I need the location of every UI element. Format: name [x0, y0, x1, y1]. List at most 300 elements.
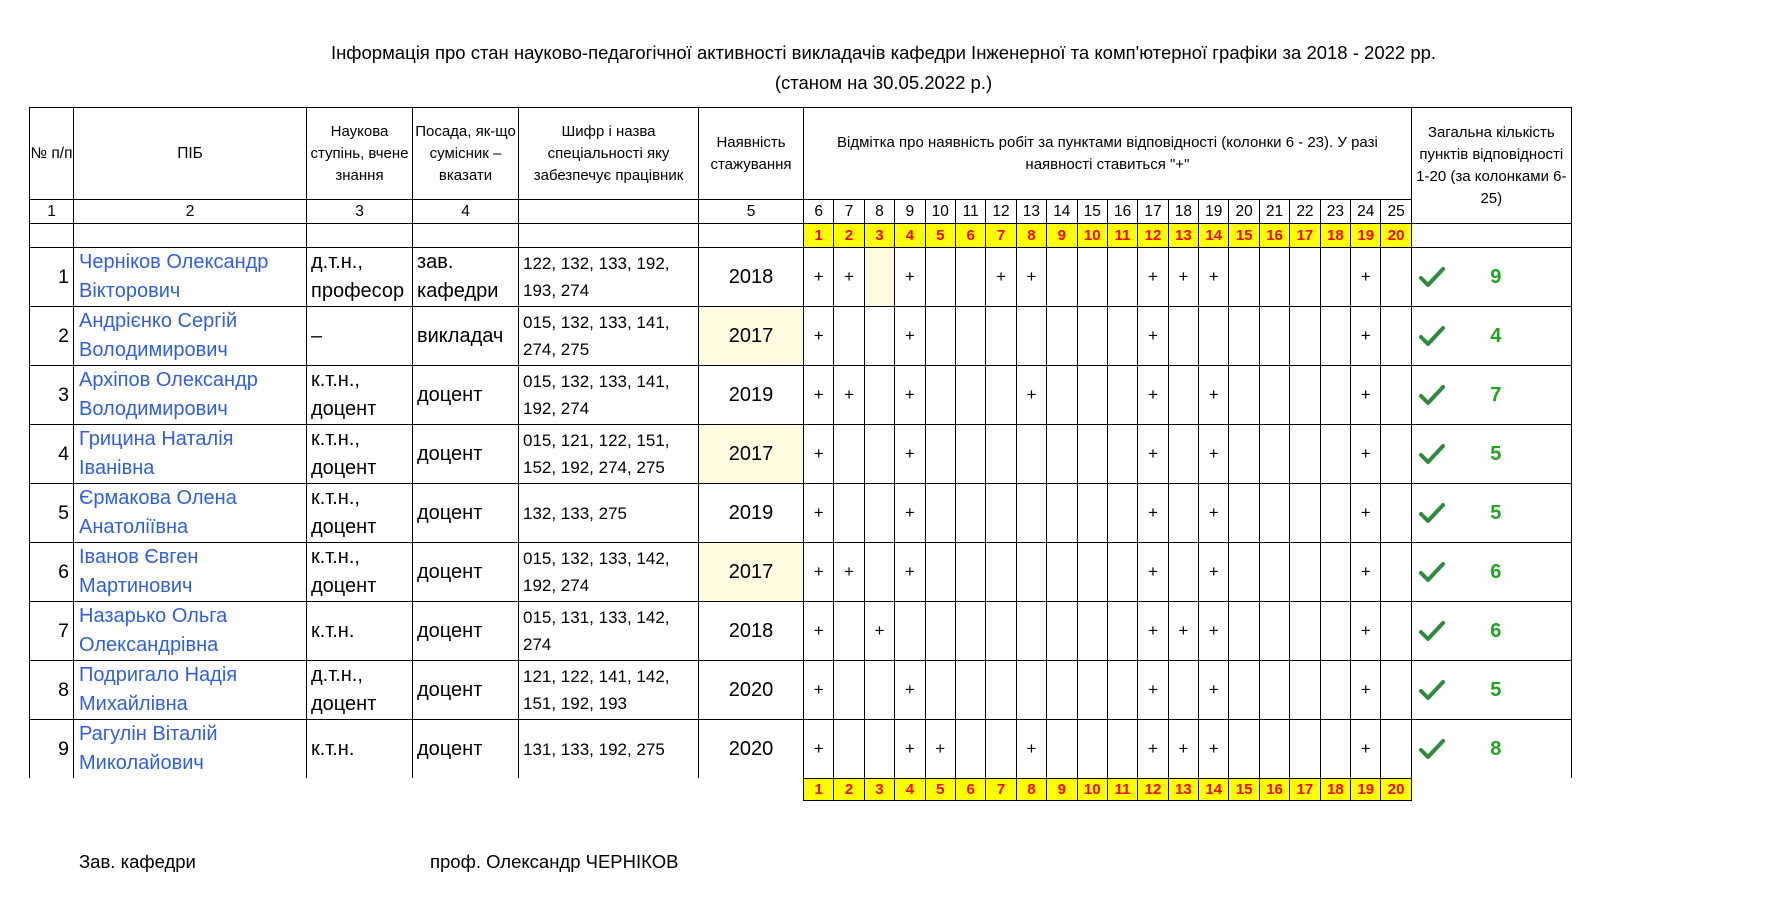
mark-cell — [1229, 602, 1259, 661]
mark-cell — [986, 307, 1016, 366]
point-number-badge: 20 — [1381, 778, 1411, 800]
mark-cell — [955, 248, 985, 307]
point-number-badge: 10 — [1077, 778, 1107, 800]
teacher-name: Андрієнко Сергій Володимирович — [74, 307, 307, 366]
mark-column-number: 25 — [1381, 200, 1411, 224]
page-title: Інформація про стан науково-педагогічної активності викладачів кафедри Інженерної та комп'ютерної графіки за 2018 - 2022 рр. — [330, 42, 1437, 63]
mark-cell — [1047, 484, 1077, 543]
point-number-badge: 4 — [895, 224, 925, 248]
mark-cell — [1016, 661, 1046, 720]
mark-cell: + — [804, 307, 834, 366]
mark-column-number: 22 — [1290, 200, 1320, 224]
mark-cell — [1259, 484, 1289, 543]
mark-cell — [1016, 425, 1046, 484]
internship-year: 2019 — [699, 484, 804, 543]
total-count: 6 — [1490, 619, 1502, 642]
mark-cell — [834, 602, 864, 661]
specialty-codes: 121, 122, 141, 142, 151, 192, 193 — [519, 661, 699, 720]
mark-cell — [1229, 720, 1259, 779]
mark-cell — [1168, 543, 1198, 602]
total-count: 4 — [1490, 324, 1502, 347]
mark-cell — [1107, 248, 1137, 307]
position: викладач — [413, 307, 519, 366]
mark-cell — [1229, 484, 1259, 543]
specialty-codes: 131, 133, 192, 275 — [519, 720, 699, 779]
blank-cell — [74, 778, 307, 800]
blank-cell — [307, 224, 413, 248]
blank-cell — [74, 224, 307, 248]
academic-degree: к.т.н., доцент — [307, 484, 413, 543]
mark-cell — [925, 366, 955, 425]
mark-cell — [864, 543, 894, 602]
header-position: Посада, як-що сумісник – вказати — [413, 108, 519, 200]
point-number-badge: 5 — [925, 778, 955, 800]
mark-cell — [864, 307, 894, 366]
blank-cell — [519, 224, 699, 248]
mark-cell — [1168, 425, 1198, 484]
mark-cell: + — [1138, 602, 1168, 661]
table-row — [30, 602, 1572, 661]
mark-cell — [955, 366, 985, 425]
specialty-codes: 015, 132, 133, 141, 192, 274 — [519, 366, 699, 425]
mark-column-number: 12 — [986, 200, 1016, 224]
mark-cell — [1047, 661, 1077, 720]
column-number: 5 — [699, 200, 804, 224]
point-number-badge: 14 — [1199, 224, 1229, 248]
check-icon — [1419, 443, 1445, 465]
mark-cell — [1259, 720, 1289, 779]
mark-cell: + — [1138, 484, 1168, 543]
teacher-name: Подригало Надія Михайлівна — [74, 661, 307, 720]
point-number-badge: 13 — [1168, 778, 1198, 800]
mark-cell — [1381, 602, 1411, 661]
teacher-name: Єрмакова Олена Анатоліївна — [74, 484, 307, 543]
check-icon — [1419, 384, 1445, 406]
mark-cell — [1229, 307, 1259, 366]
mark-cell — [864, 425, 894, 484]
mark-cell — [1077, 425, 1107, 484]
mark-cell: + — [895, 720, 925, 779]
table-row — [30, 248, 1572, 307]
mark-cell — [1259, 307, 1289, 366]
row-number: 8 — [30, 661, 74, 720]
total-count: 5 — [1490, 678, 1502, 701]
internship-year: 2018 — [699, 602, 804, 661]
blank-cell — [519, 778, 699, 800]
mark-cell — [1077, 484, 1107, 543]
mark-cell: + — [1351, 661, 1381, 720]
mark-cell — [1107, 720, 1137, 779]
point-number-badge: 7 — [986, 224, 1016, 248]
mark-cell — [1259, 366, 1289, 425]
mark-cell: + — [1168, 720, 1198, 779]
mark-cell — [834, 661, 864, 720]
mark-cell — [834, 484, 864, 543]
mark-cell — [1077, 720, 1107, 779]
internship-year: 2019 — [699, 366, 804, 425]
mark-cell — [1320, 602, 1350, 661]
mark-column-number: 8 — [864, 200, 894, 224]
mark-cell: + — [895, 307, 925, 366]
mark-cell — [1320, 543, 1350, 602]
internship-year: 2017 — [699, 307, 804, 366]
point-number-badge: 12 — [1138, 224, 1168, 248]
column-number: 2 — [74, 200, 307, 224]
blank-cell — [413, 778, 519, 800]
mark-column-number: 21 — [1259, 200, 1289, 224]
mark-column-number: 18 — [1168, 200, 1198, 224]
mark-cell: + — [1199, 661, 1229, 720]
mark-cell — [834, 307, 864, 366]
mark-cell: + — [895, 366, 925, 425]
check-icon — [1419, 620, 1445, 642]
point-number-badge: 3 — [864, 778, 894, 800]
point-number-badge: 8 — [1016, 224, 1046, 248]
mark-cell — [864, 248, 894, 307]
mark-cell — [1259, 602, 1289, 661]
mark-cell — [955, 661, 985, 720]
mark-cell — [1290, 602, 1320, 661]
mark-cell: + — [895, 425, 925, 484]
mark-cell — [1290, 366, 1320, 425]
point-number-badge: 18 — [1320, 224, 1350, 248]
mark-cell — [986, 366, 1016, 425]
mark-cell: + — [834, 543, 864, 602]
academic-degree: к.т.н. — [307, 602, 413, 661]
table-row — [30, 484, 1572, 543]
row-number: 1 — [30, 248, 74, 307]
footer-role: Зав. кафедри — [79, 851, 196, 872]
mark-cell: + — [834, 366, 864, 425]
point-number-badge: 16 — [1259, 778, 1289, 800]
mark-cell — [1016, 484, 1046, 543]
specialty-codes: 015, 131, 133, 142, 274 — [519, 602, 699, 661]
mark-cell — [1077, 248, 1107, 307]
mark-cell: + — [1138, 543, 1168, 602]
header-internship: Наявність стажування — [699, 108, 804, 200]
point-number-badge: 7 — [986, 778, 1016, 800]
mark-cell: + — [1199, 720, 1229, 779]
mark-column-number: 15 — [1077, 200, 1107, 224]
mark-cell: + — [804, 484, 834, 543]
academic-degree: к.т.н., доцент — [307, 543, 413, 602]
academic-degree: к.т.н., доцент — [307, 366, 413, 425]
mark-cell — [1168, 484, 1198, 543]
mark-cell: + — [804, 366, 834, 425]
point-number-badge: 9 — [1047, 224, 1077, 248]
mark-cell: + — [1199, 425, 1229, 484]
mark-column-number: 6 — [804, 200, 834, 224]
mark-cell — [1290, 661, 1320, 720]
mark-cell — [925, 425, 955, 484]
point-number-badge: 13 — [1168, 224, 1198, 248]
mark-cell — [1320, 248, 1350, 307]
total-cell — [1411, 307, 1571, 366]
mark-cell — [955, 484, 985, 543]
check-icon — [1419, 502, 1445, 524]
mark-cell: + — [895, 543, 925, 602]
header-codes: Шифр і назва спеціальності яку забезпечує працівник — [519, 108, 699, 200]
column-number — [519, 200, 699, 224]
mark-cell: + — [1016, 248, 1046, 307]
academic-degree: к.т.н., доцент — [307, 425, 413, 484]
mark-cell — [1016, 307, 1046, 366]
mark-cell — [1381, 661, 1411, 720]
total-count: 9 — [1490, 265, 1502, 288]
row-number: 2 — [30, 307, 74, 366]
table-row — [30, 307, 1572, 366]
position: доцент — [413, 661, 519, 720]
total-count: 5 — [1490, 442, 1502, 465]
mark-cell: + — [1199, 366, 1229, 425]
mark-cell — [925, 602, 955, 661]
mark-cell — [1381, 366, 1411, 425]
mark-cell — [1381, 720, 1411, 779]
academic-degree: д.т.н., доцент — [307, 661, 413, 720]
internship-year: 2018 — [699, 248, 804, 307]
mark-cell — [1047, 307, 1077, 366]
check-icon — [1419, 266, 1445, 288]
point-number-badge: 11 — [1107, 778, 1137, 800]
mark-cell — [1077, 366, 1107, 425]
row-number: 9 — [30, 720, 74, 779]
mark-cell — [1107, 602, 1137, 661]
mark-cell: + — [1199, 248, 1229, 307]
point-number-badge: 18 — [1320, 778, 1350, 800]
mark-cell: + — [1351, 248, 1381, 307]
mark-cell — [1229, 661, 1259, 720]
mark-cell — [1047, 248, 1077, 307]
specialty-codes: 015, 121, 122, 151, 152, 192, 274, 275 — [519, 425, 699, 484]
mark-cell — [1320, 366, 1350, 425]
teacher-name: Архіпов Олександр Володимирович — [74, 366, 307, 425]
mark-cell: + — [1351, 425, 1381, 484]
position: доцент — [413, 484, 519, 543]
mark-cell — [925, 484, 955, 543]
mark-cell — [1259, 543, 1289, 602]
row-number: 5 — [30, 484, 74, 543]
mark-column-number: 16 — [1107, 200, 1137, 224]
point-number-badge: 3 — [864, 224, 894, 248]
mark-cell — [1320, 425, 1350, 484]
mark-cell — [1381, 543, 1411, 602]
point-number-badge: 6 — [955, 778, 985, 800]
mark-cell — [864, 484, 894, 543]
specialty-codes: 132, 133, 275 — [519, 484, 699, 543]
mark-cell — [1168, 307, 1198, 366]
mark-cell: + — [804, 720, 834, 779]
mark-cell: + — [1138, 366, 1168, 425]
mark-cell — [1259, 661, 1289, 720]
total-count: 5 — [1490, 501, 1502, 524]
internship-year: 2017 — [699, 543, 804, 602]
row-number: 3 — [30, 366, 74, 425]
mark-column-number: 10 — [925, 200, 955, 224]
position: доцент — [413, 602, 519, 661]
header-num: № п/п — [30, 108, 74, 200]
blank-cell — [699, 224, 804, 248]
page-subtitle: (станом на 30.05.2022 р.) — [774, 72, 993, 93]
mark-cell — [1290, 248, 1320, 307]
mark-cell — [834, 425, 864, 484]
mark-cell — [1107, 366, 1137, 425]
mark-cell — [1016, 602, 1046, 661]
mark-cell — [925, 248, 955, 307]
mark-cell: + — [1351, 602, 1381, 661]
point-number-badge: 14 — [1199, 778, 1229, 800]
internship-year: 2020 — [699, 720, 804, 779]
teacher-name: Грицина Наталія Іванівна — [74, 425, 307, 484]
mark-cell — [1077, 543, 1107, 602]
mark-cell — [925, 543, 955, 602]
mark-cell: + — [804, 543, 834, 602]
check-icon — [1419, 561, 1445, 583]
table-row — [30, 425, 1572, 484]
mark-cell — [1290, 720, 1320, 779]
mark-cell — [1199, 307, 1229, 366]
column-number: 1 — [30, 200, 74, 224]
position: зав. кафедри — [413, 248, 519, 307]
check-icon — [1419, 679, 1445, 701]
mark-cell — [1381, 248, 1411, 307]
teacher-name: Рагулін Віталій Миколайович — [74, 720, 307, 779]
table-row — [30, 720, 1572, 779]
point-number-badge: 1 — [804, 778, 834, 800]
mark-cell — [1047, 602, 1077, 661]
teacher-name: Іванов Євген Мартинович — [74, 543, 307, 602]
total-count: 8 — [1490, 737, 1502, 760]
mark-cell — [1290, 425, 1320, 484]
point-number-badge: 12 — [1138, 778, 1168, 800]
mark-cell — [1107, 543, 1137, 602]
mark-cell: + — [804, 248, 834, 307]
mark-cell — [1229, 366, 1259, 425]
mark-column-number: 24 — [1351, 200, 1381, 224]
point-number-badge: 8 — [1016, 778, 1046, 800]
mark-cell: + — [1138, 661, 1168, 720]
point-number-badge: 6 — [955, 224, 985, 248]
total-count: 7 — [1490, 383, 1502, 406]
mark-cell: + — [1199, 543, 1229, 602]
mark-cell — [986, 720, 1016, 779]
total-cell — [1411, 543, 1571, 602]
mark-column-number: 23 — [1320, 200, 1350, 224]
mark-cell: + — [1138, 307, 1168, 366]
mark-cell: + — [1351, 720, 1381, 779]
mark-cell — [925, 661, 955, 720]
mark-column-number: 14 — [1047, 200, 1077, 224]
activity-table — [29, 107, 1572, 801]
specialty-codes: 015, 132, 133, 142, 192, 274 — [519, 543, 699, 602]
mark-cell — [1229, 543, 1259, 602]
mark-cell: + — [895, 661, 925, 720]
mark-cell — [834, 720, 864, 779]
blank-cell — [1411, 778, 1571, 800]
position: доцент — [413, 720, 519, 779]
mark-column-number: 19 — [1199, 200, 1229, 224]
academic-degree: д.т.н., професор — [307, 248, 413, 307]
mark-column-number: 7 — [834, 200, 864, 224]
mark-cell — [955, 307, 985, 366]
position: доцент — [413, 366, 519, 425]
mark-cell: + — [1168, 248, 1198, 307]
mark-cell — [1168, 366, 1198, 425]
mark-cell — [1381, 307, 1411, 366]
mark-cell — [1320, 720, 1350, 779]
row-number: 7 — [30, 602, 74, 661]
mark-column-number: 9 — [895, 200, 925, 224]
mark-cell — [1168, 661, 1198, 720]
mark-cell — [986, 543, 1016, 602]
total-cell — [1411, 602, 1571, 661]
mark-cell — [1259, 425, 1289, 484]
position: доцент — [413, 543, 519, 602]
row-number: 6 — [30, 543, 74, 602]
point-number-badge: 20 — [1381, 224, 1411, 248]
mark-cell — [864, 720, 894, 779]
total-count: 6 — [1490, 560, 1502, 583]
mark-cell: + — [1351, 366, 1381, 425]
mark-cell — [1107, 425, 1137, 484]
mark-cell — [1016, 543, 1046, 602]
mark-cell — [895, 602, 925, 661]
mark-cell: + — [1351, 543, 1381, 602]
point-number-badge: 9 — [1047, 778, 1077, 800]
point-number-badge: 1 — [804, 224, 834, 248]
mark-cell — [1381, 425, 1411, 484]
point-number-badge: 15 — [1229, 224, 1259, 248]
total-cell — [1411, 661, 1571, 720]
mark-cell — [1320, 484, 1350, 543]
position: доцент — [413, 425, 519, 484]
blank-cell — [30, 778, 74, 800]
mark-cell: + — [1016, 366, 1046, 425]
mark-cell — [986, 425, 1016, 484]
mark-cell — [986, 602, 1016, 661]
column-number: 4 — [413, 200, 519, 224]
mark-cell — [1077, 602, 1107, 661]
total-cell — [1411, 484, 1571, 543]
mark-cell: + — [1199, 484, 1229, 543]
blank-cell — [307, 778, 413, 800]
point-number-badge: 5 — [925, 224, 955, 248]
mark-cell: + — [1168, 602, 1198, 661]
check-icon — [1419, 325, 1445, 347]
point-number-badge: 2 — [834, 224, 864, 248]
mark-column-number: 13 — [1016, 200, 1046, 224]
specialty-codes: 122, 132, 133, 192, 193, 274 — [519, 248, 699, 307]
mark-cell — [1077, 661, 1107, 720]
mark-cell — [1320, 661, 1350, 720]
specialty-codes: 015, 132, 133, 141, 274, 275 — [519, 307, 699, 366]
mark-cell: + — [895, 248, 925, 307]
academic-degree: – — [307, 307, 413, 366]
point-number-badge: 2 — [834, 778, 864, 800]
total-cell — [1411, 720, 1571, 779]
mark-cell — [955, 425, 985, 484]
total-cell — [1411, 425, 1571, 484]
mark-cell — [1290, 543, 1320, 602]
point-number-badge: 11 — [1107, 224, 1137, 248]
mark-cell — [955, 543, 985, 602]
mark-cell — [864, 366, 894, 425]
mark-cell: + — [1138, 248, 1168, 307]
mark-cell: + — [1138, 425, 1168, 484]
mark-cell: + — [1351, 484, 1381, 543]
mark-cell — [1047, 425, 1077, 484]
column-number: 3 — [307, 200, 413, 224]
mark-cell: + — [986, 248, 1016, 307]
